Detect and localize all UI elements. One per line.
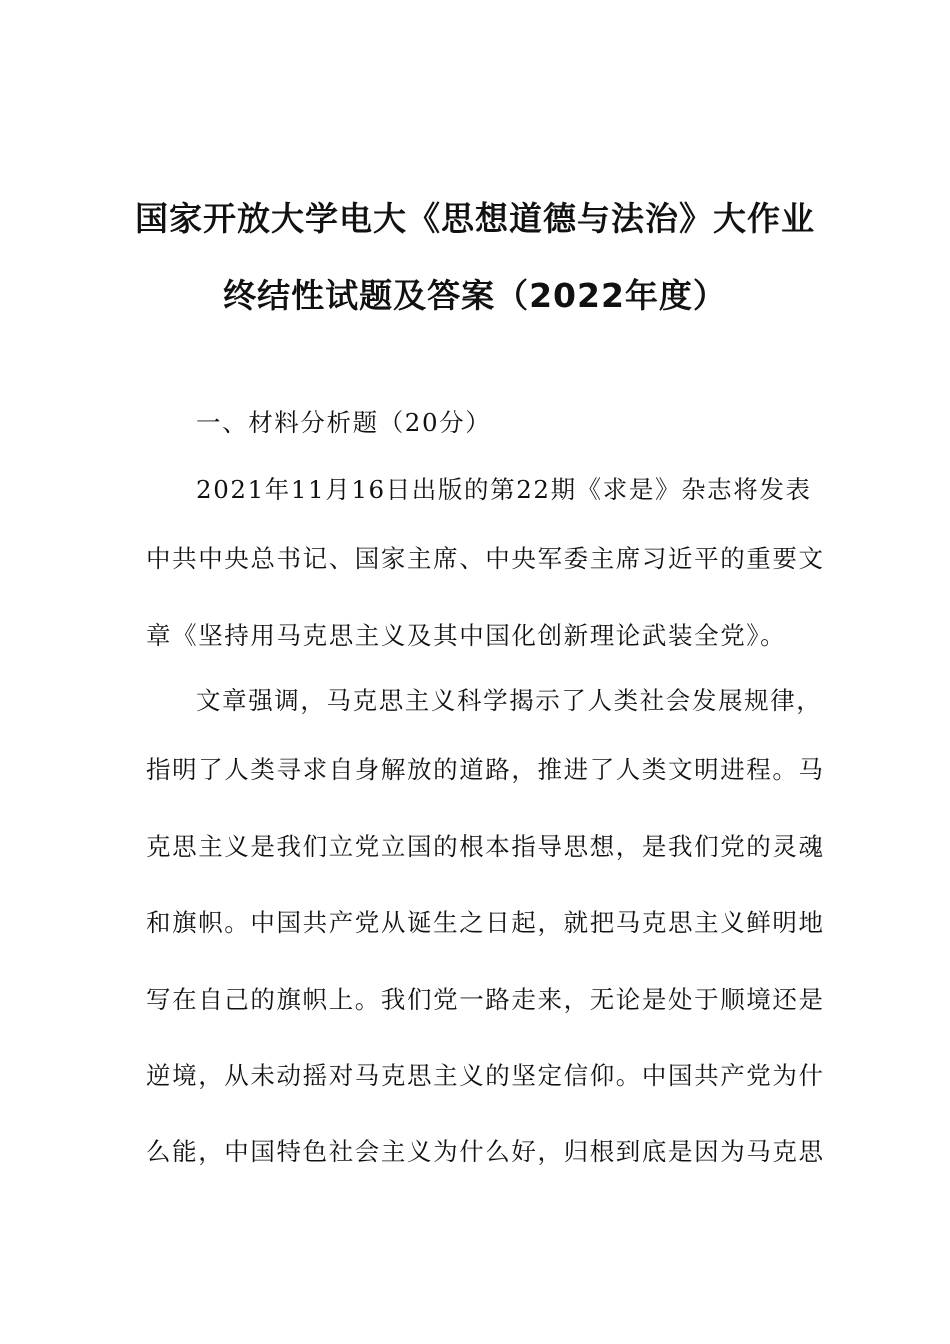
paragraph-line: 和旗帜。中国共产党从诞生之日起，就把马克思主义鲜明地 <box>146 908 825 937</box>
paragraph-line: 么能，中国特色社会主义为什么好，归根到底是因为马克思 <box>146 1137 825 1166</box>
paragraph-line: 中共中央总书记、国家主席、中央军委主席习近平的重要文 <box>146 544 825 573</box>
document-title-line-1: 国家开放大学电大《思想道德与法治》大作业 <box>135 199 815 238</box>
paragraph-line: 写在自己的旗帜上。我们党一路走来，无论是处于顺境还是 <box>146 985 825 1014</box>
document-title-line-2: 终结性试题及答案（2022年度） <box>223 276 727 315</box>
paragraph-line: 章《坚持用马克思主义及其中国化创新理论武装全党》。 <box>146 621 787 650</box>
paragraph-line: 克思主义是我们立党立国的根本指导思想，是我们党的灵魂 <box>146 832 825 861</box>
paragraph-line: 文章强调，马克思主义科学揭示了人类社会发展规律， <box>196 686 823 715</box>
paragraph-line: 2021年11月16日出版的第22期《求是》杂志将发表 <box>196 475 812 504</box>
paragraph-line: 逆境，从未动摇对马克思主义的坚定信仰。中国共产党为什 <box>146 1061 825 1090</box>
section-heading: 一、材料分析题（20分） <box>196 408 492 437</box>
paragraph-line: 指明了人类寻求自身解放的道路，推进了人类文明进程。马 <box>146 755 825 784</box>
